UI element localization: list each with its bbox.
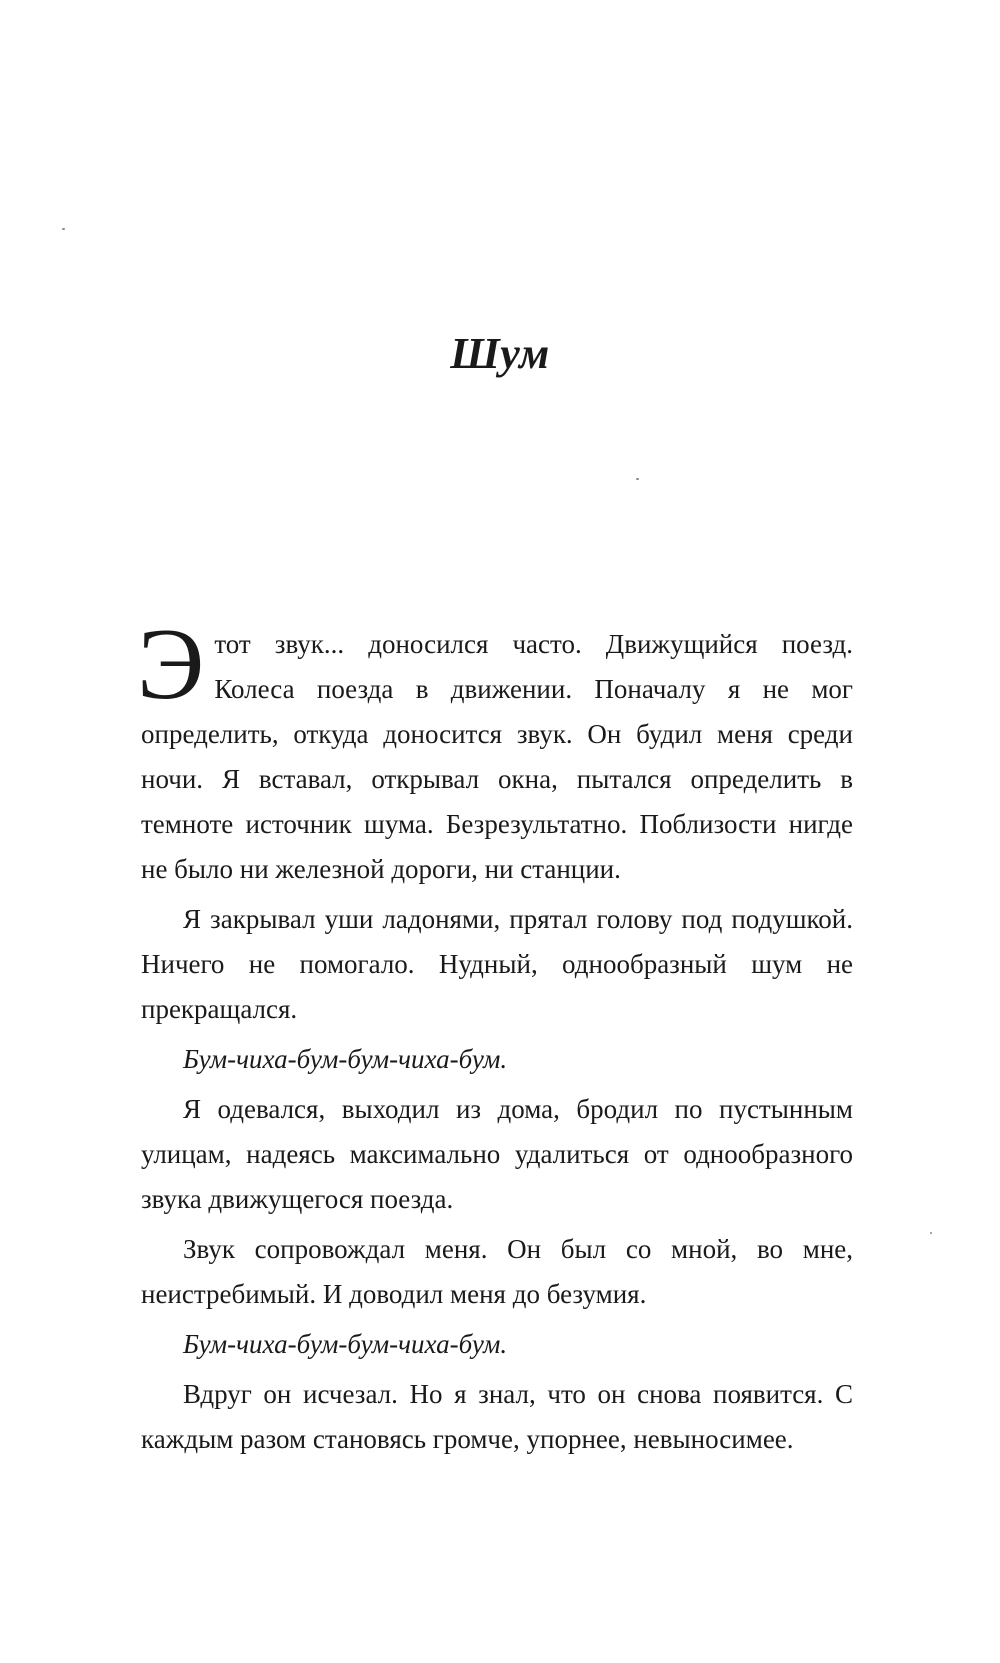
paragraph-4: Я одевался, выходил из дома, бродил по пустынным улицам, надеясь максимально удалиться от однообразного звука движущегося поезда.: [141, 1094, 853, 1214]
chapter-title: Шум: [450, 329, 550, 378]
scan-speck: [636, 478, 639, 480]
scan-speck: [930, 1232, 932, 1234]
scan-speck: [62, 228, 65, 230]
drop-cap: Э: [137, 608, 205, 721]
refrain-1: Бум-чиха-бум-бум-чиха-бум.: [183, 1044, 508, 1074]
refrain-2: Бум-чиха-бум-бум-чиха-бум.: [183, 1329, 508, 1359]
paragraph-1-text: тот звук... доносился часто. Движущийся поезд. Колеса поезда в движении. Поначалу я не мог определить, откуда доносится звук. Он будил меня среди ночи. Я вставал, открывал окна, пытался определить в темноте источник шума. Безрезультатно. Поблизости нигде не было ни железной дороги, ни станции.: [141, 629, 853, 884]
paragraph-5: Звук сопровождал меня. Он был со мной, во мне, неистребимый. И доводил меня до безумия.: [141, 1234, 853, 1309]
paragraph-1: [137, 608, 853, 892]
chapter-body: [137, 608, 853, 1467]
paragraph-2: Я закрывал уши ладонями, прятал голову под подушкой. Ничего не помогало. Нудный, однообразный шум не прекращался.: [141, 904, 853, 1024]
paragraph-7: Вдруг он исчезал. Но я знал, что он снова появится. С каждым разом становясь громче, упорнее, невыносимее.: [141, 1379, 853, 1454]
